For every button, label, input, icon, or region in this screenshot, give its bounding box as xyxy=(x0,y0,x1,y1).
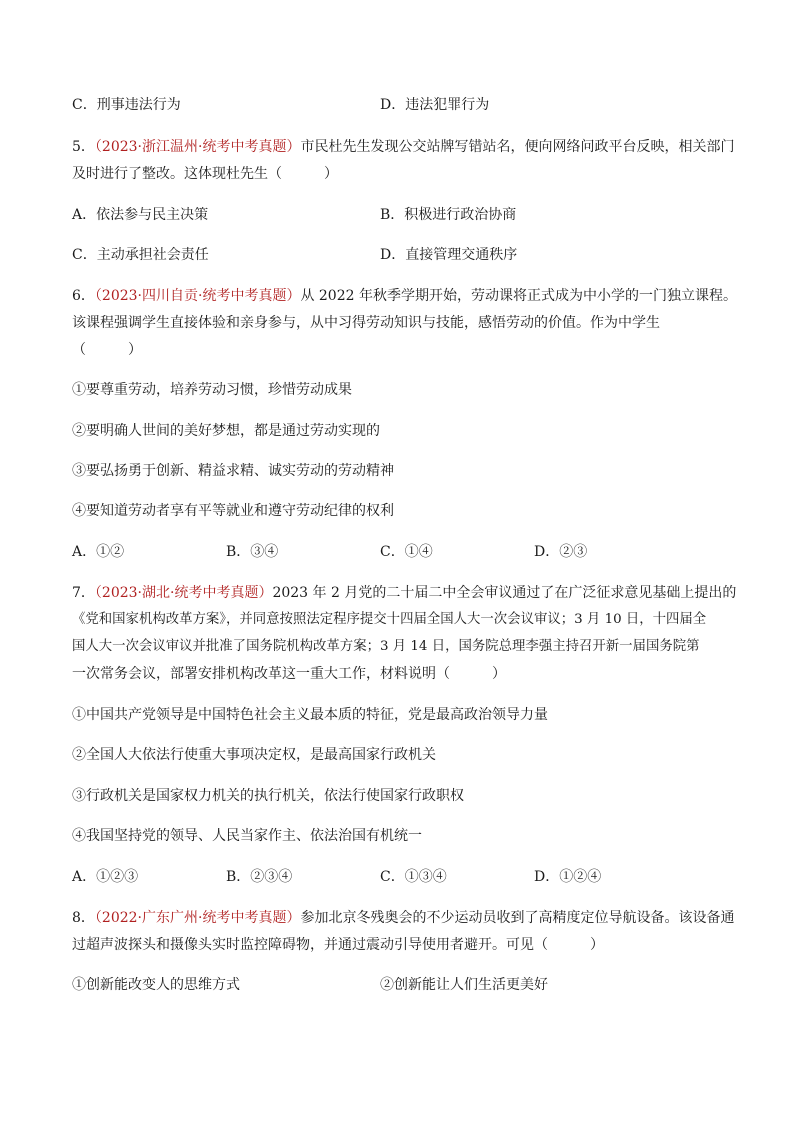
q6-item-4: ④要知道劳动者享有平等就业和遵守劳动纪律的权利 xyxy=(72,503,394,519)
q6-stem-line3: （ ） xyxy=(72,342,142,358)
q8-item-2: ②创新能让人们生活更美好 xyxy=(380,977,548,993)
question-source: （2023·湖北·统考中考真题） xyxy=(94,585,273,601)
q5-option-c: C．主动承担社会责任 xyxy=(72,247,209,263)
q4-option-d: D．违法犯罪行为 xyxy=(380,97,490,113)
question-text: 2023 年 2 月党的二十届二中全会审议通过了在广泛征求意见基础上提出的 xyxy=(272,585,737,601)
q6-item-1: ①要尊重劳动，培养劳动习惯，珍惜劳动成果 xyxy=(72,382,352,398)
question-number: 6． xyxy=(72,288,95,304)
q7-item-1: ①中国共产党领导是中国特色社会主义最本质的特征，党是最高政治领导力量 xyxy=(72,707,548,723)
question-number: 7． xyxy=(72,585,95,601)
q6-item-3: ③要弘扬勇于创新、精益求精、诚实劳动的劳动精神 xyxy=(72,463,394,479)
question-text: 市民杜先生发现公交站牌写错站名，便向网络问政平台反映，相关部门 xyxy=(300,139,735,155)
question-number: 8． xyxy=(72,910,95,926)
q7-option-d: D．①②④ xyxy=(534,869,602,885)
question-text: 参加北京冬残奥会的不少运动员收到了高精度定位导航设备。该设备通 xyxy=(300,910,735,926)
q5-stem-line1 xyxy=(72,137,734,157)
q6-option-c: C．①④ xyxy=(380,544,433,560)
q7-item-2: ②全国人大依法行使重大事项决定权，是最高国家行政机关 xyxy=(72,747,436,763)
question-text: 从 2022 年秋季学期开始，劳动课将正式成为中小学的一门独立课程。 xyxy=(300,288,737,304)
q7-stem-line1 xyxy=(72,583,736,603)
q8-item-1: ①创新能改变人的思维方式 xyxy=(72,977,240,993)
q6-item-2: ②要明确人世间的美好梦想，都是通过劳动实现的 xyxy=(72,423,380,439)
q8-stem-line1 xyxy=(72,908,734,928)
q7-stem-line4: 一次常务会议，部署安排机构改革这一重大工作，材料说明（ ） xyxy=(72,666,506,682)
q6-stem-line2: 该课程强调学生直接体验和亲身参与，从中习得劳动知识与技能，感悟劳动的价值。作为中学生 xyxy=(72,315,660,331)
q5-option-a: A．依法参与民主决策 xyxy=(72,207,209,223)
q7-item-4: ④我国坚持党的领导、人民当家作主、依法治国有机统一 xyxy=(72,828,422,844)
q7-option-a: A．①②③ xyxy=(72,869,139,885)
question-source: （2022·广东广州·统考中考真题） xyxy=(94,910,301,926)
q6-stem-line1 xyxy=(72,286,737,306)
q5-option-b: B．积极进行政治协商 xyxy=(380,207,517,223)
q7-option-c: C．①③④ xyxy=(380,869,447,885)
question-source: （2023·浙江温州·统考中考真题） xyxy=(94,139,301,155)
q5-stem-line2: 及时进行了整改。这体现杜先生（ ） xyxy=(72,166,338,182)
q6-option-b: B．③④ xyxy=(226,544,279,560)
q6-option-d: D．②③ xyxy=(534,544,588,560)
q6-option-a: A．①② xyxy=(72,544,125,560)
q4-option-c: C．刑事违法行为 xyxy=(72,97,181,113)
q8-stem-line2: 过超声波探头和摄像头实时监控障碍物，并通过震动引导使用者避开。可见（ ） xyxy=(72,937,604,953)
q7-option-b: B．②③④ xyxy=(226,869,293,885)
q7-stem-line3: 国人大一次会议审议并批准了国务院机构改革方案；3 月 14 日，国务院总理李强主持召开新一届国务院第 xyxy=(72,639,700,654)
question-number: 5． xyxy=(72,139,95,155)
question-source: （2023·四川自贡·统考中考真题） xyxy=(94,288,301,304)
q7-stem-line2: 《党和国家机构改革方案》，并同意按照法定程序提交十四届全国人大一次会议审议；3 月 10 日，十四届全 xyxy=(72,612,707,627)
q5-option-d: D．直接管理交通秩序 xyxy=(380,247,518,263)
q7-item-3: ③行政机关是国家权力机关的执行机关，依法行使国家行政职权 xyxy=(72,788,464,804)
